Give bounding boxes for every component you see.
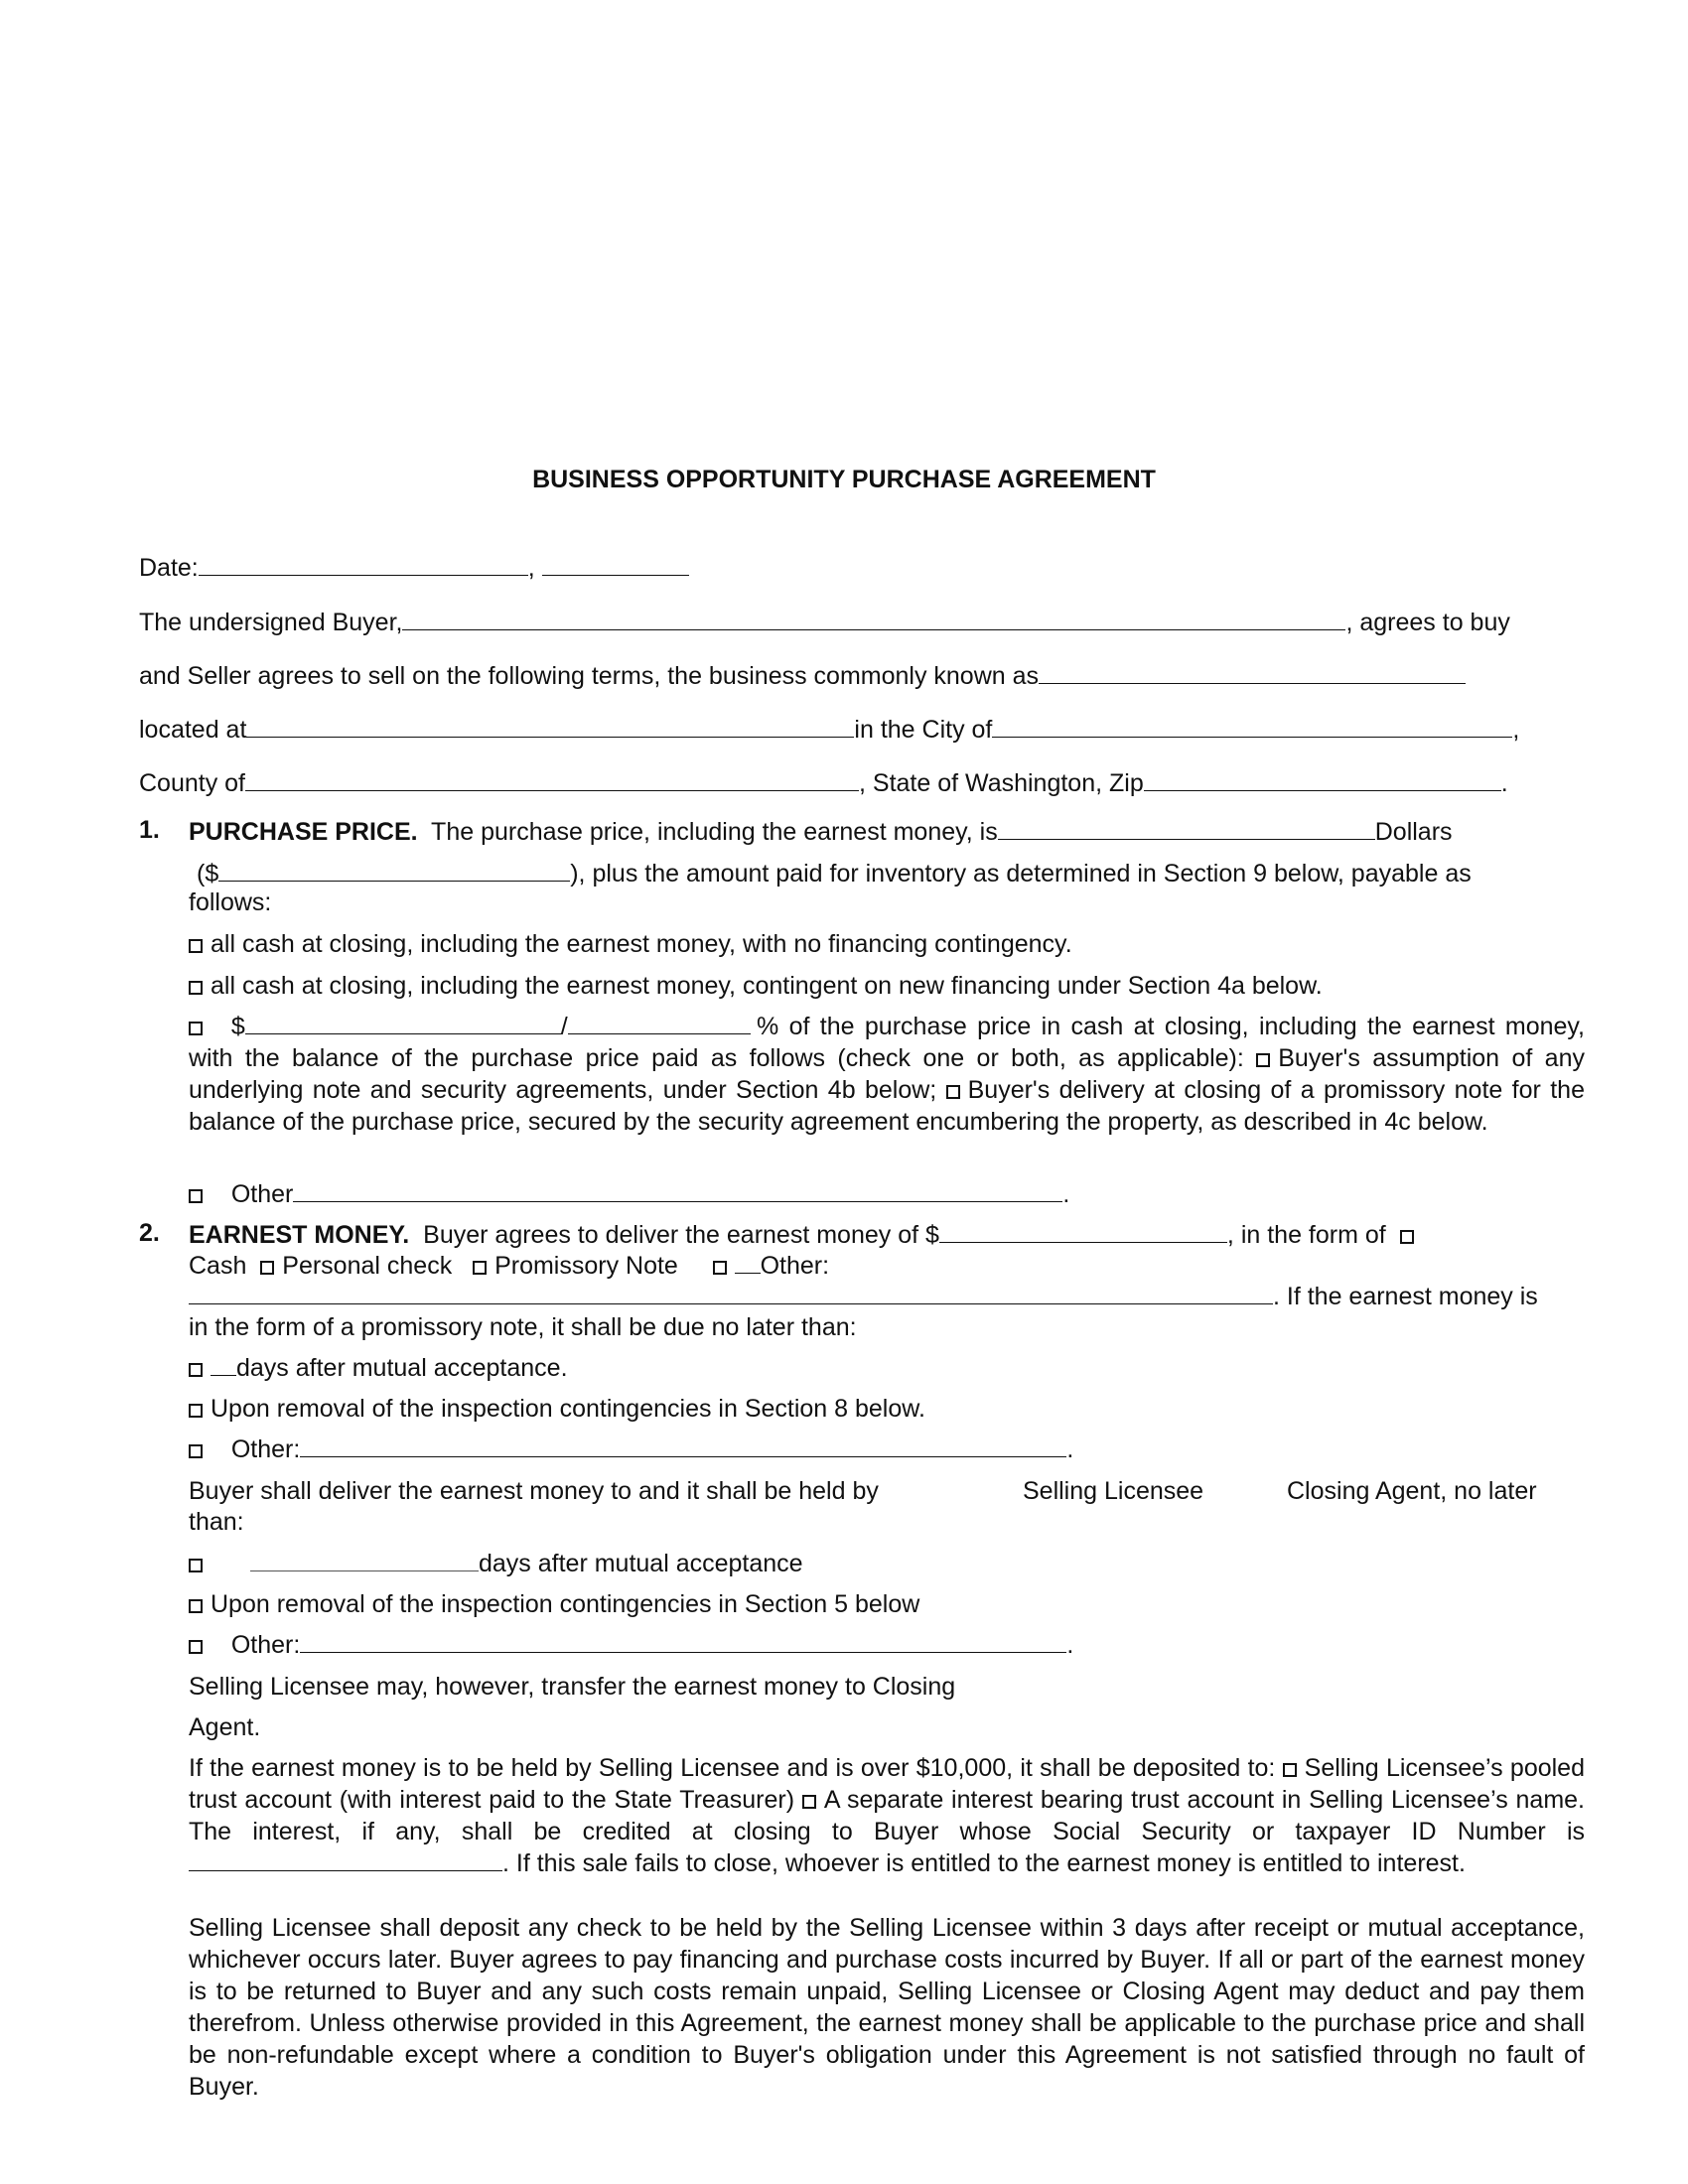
purchase-price-words-blank[interactable]	[998, 817, 1375, 840]
dollars-label: Dollars	[1374, 818, 1453, 846]
county-line	[139, 767, 1549, 799]
business-name-blank[interactable]	[1039, 661, 1466, 684]
held-days-option	[189, 1548, 1579, 1579]
held-other-option	[189, 1629, 1579, 1661]
personal-check-label: Personal check	[282, 1252, 453, 1280]
held-days-blank[interactable]	[250, 1549, 479, 1571]
held-other-label: Other:	[230, 1631, 301, 1659]
buyer-name-blank[interactable]	[402, 608, 1345, 630]
than-text: than:	[189, 1508, 244, 1536]
buyer-label: The undersigned Buyer,	[139, 609, 403, 636]
cash-label: Cash	[189, 1252, 247, 1280]
seller-text: and Seller agrees to sell on the following terms, the business commonly known as	[139, 662, 1040, 690]
other-form-mini-blank[interactable]	[735, 1251, 761, 1274]
pooled-trust-text: Selling Licensee’s pooled trust account (with interest paid to the State Treasurer)	[189, 1754, 1585, 1814]
checkbox-other-form[interactable]	[713, 1261, 727, 1275]
section-1-line1	[189, 816, 1579, 848]
deliver-line	[189, 1475, 1579, 1507]
section-2-number: 2.	[139, 1219, 160, 1247]
section-2-line1	[189, 1219, 1579, 1251]
section-1-heading: PURCHASE PRICE.	[189, 818, 418, 846]
checkbox-due-days[interactable]	[189, 1363, 203, 1377]
other-blank[interactable]	[293, 1179, 1062, 1202]
other-label: Other	[230, 1180, 294, 1208]
year-blank[interactable]	[542, 553, 689, 576]
purchase-price-intro: The purchase price, including the earnest money, is	[431, 818, 998, 846]
location-line	[139, 714, 1549, 746]
period: .	[1062, 1180, 1070, 1208]
transfer-text-2: Agent.	[189, 1713, 261, 1741]
checkbox-other[interactable]	[189, 1189, 203, 1203]
due-removal-option	[189, 1393, 1579, 1425]
checkbox-due-other[interactable]	[189, 1444, 203, 1458]
address-blank[interactable]	[246, 715, 854, 738]
county-label: County of	[139, 769, 246, 797]
checkbox-assumption[interactable]	[1256, 1053, 1270, 1067]
checkbox-promissory[interactable]	[473, 1261, 487, 1275]
checkbox-separate-trust[interactable]	[802, 1795, 816, 1809]
removal-section-8-text: Upon removal of the inspection contingencies in Section 8 below.	[211, 1395, 925, 1423]
held-days-text: days after mutual acceptance	[479, 1550, 803, 1577]
checkbox-pooled-trust[interactable]	[1283, 1763, 1297, 1777]
separate-trust-text: A separate interest bearing trust account in Selling Licensee’s name. The interest, if any, shall be credited at closing to Buyer whose Social Security or taxpayer ID Number is	[189, 1786, 1585, 1845]
checkbox-all-cash-no-contingency[interactable]	[189, 939, 203, 953]
if-earnest-money-text: . If the earnest money is	[1273, 1283, 1538, 1310]
transfer-text-1: Selling Licensee may, however, transfer the earnest money to Closing	[189, 1673, 956, 1701]
earnest-money-amount-blank[interactable]	[939, 1220, 1227, 1243]
dollar-paren: ($	[197, 860, 219, 887]
state-zip-label: , State of Washington, Zip	[859, 769, 1144, 797]
period: .	[1066, 1631, 1074, 1659]
dollar-sign: $	[230, 1013, 245, 1040]
checkbox-due-removal[interactable]	[189, 1404, 203, 1418]
deposit-paragraph	[189, 1752, 1585, 1879]
option-all-cash-no-contingency	[189, 928, 1579, 960]
promissory-label: Promissory Note	[494, 1252, 678, 1280]
assumption-text: Buyer's assumption of any underlying note and security agreements, under Section 4b below;	[189, 1044, 1585, 1104]
follows-text: follows:	[189, 888, 272, 916]
due-days-option	[189, 1352, 1579, 1384]
section-1-line2	[197, 858, 1587, 889]
period: .	[1066, 1435, 1074, 1463]
slash: /	[560, 1013, 568, 1040]
option-1-text: all cash at closing, including the earnest money, with no financing contingency.	[211, 930, 1072, 958]
checkbox-all-cash-financing[interactable]	[189, 981, 203, 995]
checkbox-personal-check[interactable]	[260, 1261, 274, 1275]
other-form-label: Other:	[760, 1252, 830, 1280]
checkbox-promissory-note[interactable]	[946, 1085, 960, 1099]
city-label: in the City of	[854, 716, 993, 744]
checkbox-held-removal[interactable]	[189, 1599, 203, 1613]
city-blank[interactable]	[992, 715, 1512, 738]
section-1-number: 1.	[139, 816, 160, 844]
option-2-text: all cash at closing, including the earnest money, contingent on new financing under Section 4a below.	[211, 972, 1323, 1000]
date-blank[interactable]	[199, 553, 528, 576]
closing-agent-option[interactable]: Closing Agent, no later	[1287, 1477, 1537, 1505]
option-3-paragraph	[189, 1011, 1585, 1138]
promissory-due-text: in the form of a promissory note, it shall be due no later than:	[189, 1313, 857, 1341]
promissory-note-text: Buyer's delivery at closing of a promissory note for the balance of the purchase price, secured by the security agreement encumbering the property, as described in 4c below.	[189, 1076, 1585, 1136]
zip-blank[interactable]	[1144, 768, 1501, 791]
inventory-text: ), plus the amount paid for inventory as determined in Section 9 below, payable as	[570, 860, 1472, 887]
deposit-intro-text: If the earnest money is to be held by Selling Licensee and is over $10,000, it shall be deposited to:	[189, 1754, 1276, 1782]
buyer-line	[139, 607, 1549, 638]
located-at-label: located at	[139, 716, 247, 744]
due-other-blank[interactable]	[300, 1434, 1066, 1457]
deliver-text: Buyer shall deliver the earnest money to and it shall be held by	[189, 1477, 879, 1505]
checkbox-cash[interactable]	[1400, 1230, 1414, 1244]
purchase-price-amount-blank[interactable]	[218, 859, 570, 882]
due-days-blank[interactable]	[211, 1353, 236, 1376]
option-3-text: % of the purchase price in cash at closing, including the earnest money, with the balance of the purchase price paid as follows (check one or both, as applicable):	[189, 1013, 1585, 1072]
due-other-option	[189, 1433, 1579, 1465]
option-other-line	[189, 1178, 1579, 1210]
option-all-cash-financing	[189, 970, 1579, 1002]
final-paragraph: Selling Licensee shall deposit any check to be held by the Selling Licensee within 3 days after receipt or mutual acceptance, whichever occurs later. Buyer agrees to pay financing and purchase costs incurred by Buyer. If all or part of the earnest money is to be returned to Buyer and any such costs remain unpaid, Selling Licensee or Closing Agent may deduct and pay them therefrom. Unless otherwise provided in this Agreement, the earnest money shall be applicable to the purchase price and shall be non-refundable except where a condition to Buyer's obligation under this Agreement is not satisfied through no fault of Buyer.	[189, 1914, 1585, 2101]
other-form-blank[interactable]	[189, 1282, 1273, 1304]
date-label: Date:	[139, 554, 199, 582]
section-2-line3	[189, 1281, 1579, 1312]
held-removal-option	[189, 1588, 1579, 1620]
period: .	[1500, 769, 1508, 797]
comma: ,	[1512, 716, 1520, 744]
checkbox-held-days[interactable]	[189, 1559, 203, 1572]
county-blank[interactable]	[245, 768, 859, 791]
interest-entitlement-text: . If this sale fails to close, whoever is entitled to the earnest money is entitled to interest.	[502, 1849, 1466, 1877]
held-other-blank[interactable]	[300, 1630, 1066, 1653]
section-2-heading: EARNEST MONEY.	[189, 1221, 410, 1249]
selling-licensee-option[interactable]: Selling Licensee	[1023, 1477, 1204, 1505]
removal-section-5-text: Upon removal of the inspection contingencies in Section 5 below	[211, 1590, 920, 1618]
date-line: Date: ,	[139, 552, 1549, 584]
days-after-text: days after mutual acceptance.	[236, 1354, 568, 1382]
section-2-line2	[189, 1250, 1579, 1282]
seller-line	[139, 660, 1549, 692]
agrees-to-buy-text: , agrees to buy	[1345, 609, 1510, 636]
taxpayer-id-blank[interactable]	[189, 1848, 502, 1871]
document-title: BUSINESS OPPORTUNITY PURCHASE AGREEMENT	[532, 466, 1156, 493]
checkbox-held-other[interactable]	[189, 1640, 203, 1654]
earnest-money-intro: Buyer agrees to deliver the earnest money of $	[423, 1221, 939, 1249]
form-of-text: , in the form of	[1226, 1221, 1386, 1249]
due-other-label: Other:	[230, 1435, 301, 1463]
